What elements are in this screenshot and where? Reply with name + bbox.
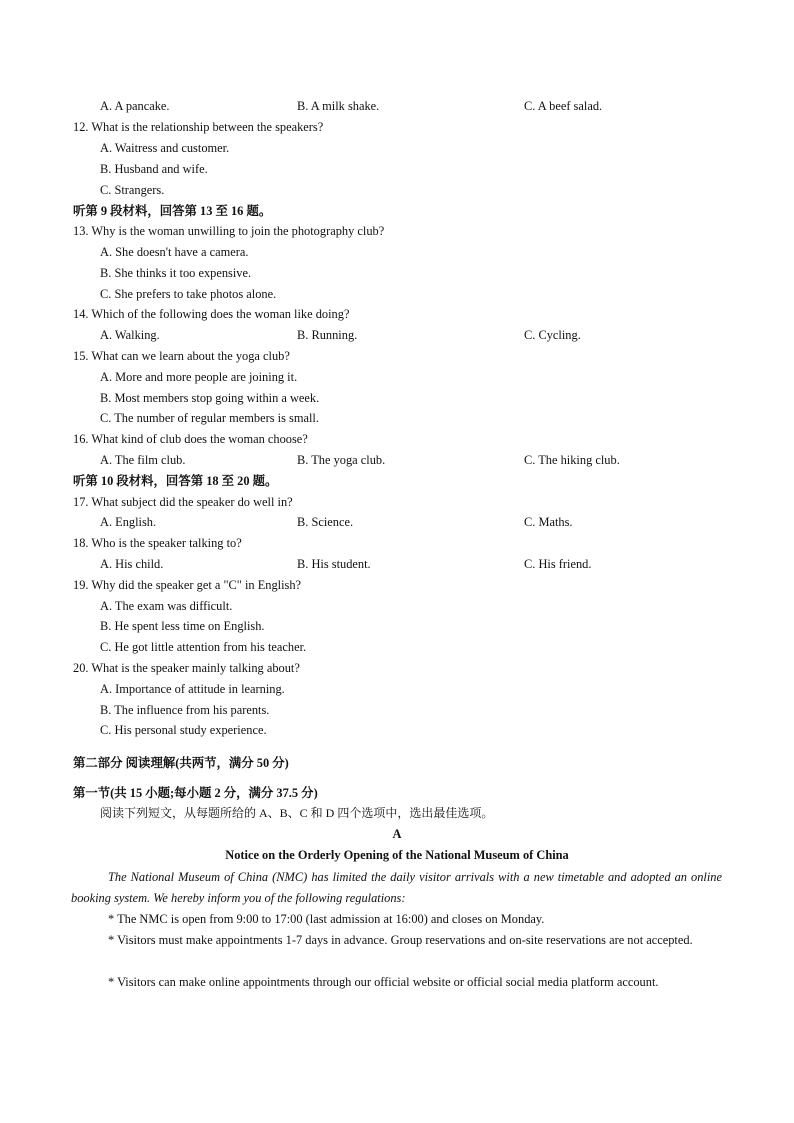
q16-option-b: B. The yoga club. (297, 453, 386, 467)
q14-option-b: B. Running. (297, 328, 358, 342)
q17-option-b: B. Science. (297, 515, 354, 529)
q13-option-c: C. She prefers to take photos alone. (100, 287, 277, 301)
q12-option-a: A. Waitress and customer. (100, 141, 230, 155)
q12-option-c: C. Strangers. (100, 183, 165, 197)
passage-intro: The National Museum of China (NMC) has limited the daily visitor arrivals with a new timetable and adopted an online booking system. We hereby inform you of the following regulations: (71, 870, 722, 905)
q13-question: 13. Why is the woman unwilling to join the photography club? (73, 224, 385, 238)
q13-option-b: B. She thinks it too expensive. (100, 266, 252, 280)
q12-question: 12. What is the relationship between the speakers? (73, 120, 324, 134)
q18-option-c: C. His friend. (524, 557, 592, 571)
part-2-heading: 第二部分 阅读理解(共两节，满分 50 分) (73, 756, 289, 770)
q17-option-c: C. Maths. (524, 515, 573, 529)
section-9-heading: 听第 9 段材料，回答第 13 至 16 题。 (73, 204, 272, 218)
rule-online-booking: * Visitors can make online appointments through our official website or official social media platform account. (108, 975, 659, 989)
q15-option-a: A. More and more people are joining it. (100, 370, 298, 384)
q14-option-a: A. Walking. (100, 328, 160, 342)
q18-option-a: A. His child. (100, 557, 164, 571)
q17-question: 17. What subject did the speaker do well in? (73, 495, 293, 509)
q16-question: 16. What kind of club does the woman choose? (73, 432, 308, 446)
section-1-heading: 第一节(共 15 小题;每小题 2 分，满分 37.5 分) (73, 786, 318, 800)
q16-option-c: C. The hiking club. (524, 453, 620, 467)
q19-question: 19. Why did the speaker get a "C" in English? (73, 578, 302, 592)
passage-title: Notice on the Orderly Opening of the National Museum of China (225, 848, 569, 862)
q18-option-b: B. His student. (297, 557, 371, 571)
q16-option-a: A. The film club. (100, 453, 186, 467)
rule-opening-hours: * The NMC is open from 9:00 to 17:00 (last admission at 16:00) and closes on Monday. (108, 912, 545, 926)
q15-option-c: C. The number of regular members is small. (100, 411, 319, 425)
q19-option-b: B. He spent less time on English. (100, 619, 265, 633)
section-1-instruction: 阅读下列短文，从每题所给的 A、B、C 和 D 四个选项中，选出最佳选项。 (100, 806, 494, 820)
q11-option-b: B. A milk shake. (297, 99, 380, 113)
q11-option-c: C. A beef salad. (524, 99, 603, 113)
q17-option-a: A. English. (100, 515, 157, 529)
q11-option-a: A. A pancake. (100, 99, 170, 113)
section-10-heading: 听第 10 段材料，回答第 18 至 20 题。 (73, 474, 278, 488)
q20-option-b: B. The influence from his parents. (100, 703, 270, 717)
passage-letter: A (392, 827, 402, 841)
q18-question: 18. Who is the speaker talking to? (73, 536, 242, 550)
q20-option-c: C. His personal study experience. (100, 723, 267, 737)
q14-option-c: C. Cycling. (524, 328, 581, 342)
rule-appointments: * Visitors must make appointments 1-7 days in advance. Group reservations and on-site reservations are not accepted. (108, 933, 693, 947)
q15-option-b: B. Most members stop going within a week. (100, 391, 320, 405)
q20-option-a: A. Importance of attitude in learning. (100, 682, 285, 696)
q14-question: 14. Which of the following does the woman like doing? (73, 307, 350, 321)
q19-option-a: A. The exam was difficult. (100, 599, 233, 613)
q19-option-c: C. He got little attention from his teacher. (100, 640, 307, 654)
q12-option-b: B. Husband and wife. (100, 162, 208, 176)
q20-question: 20. What is the speaker mainly talking about? (73, 661, 300, 675)
q13-option-a: A. She doesn't have a camera. (100, 245, 249, 259)
q15-question: 15. What can we learn about the yoga club? (73, 349, 290, 363)
